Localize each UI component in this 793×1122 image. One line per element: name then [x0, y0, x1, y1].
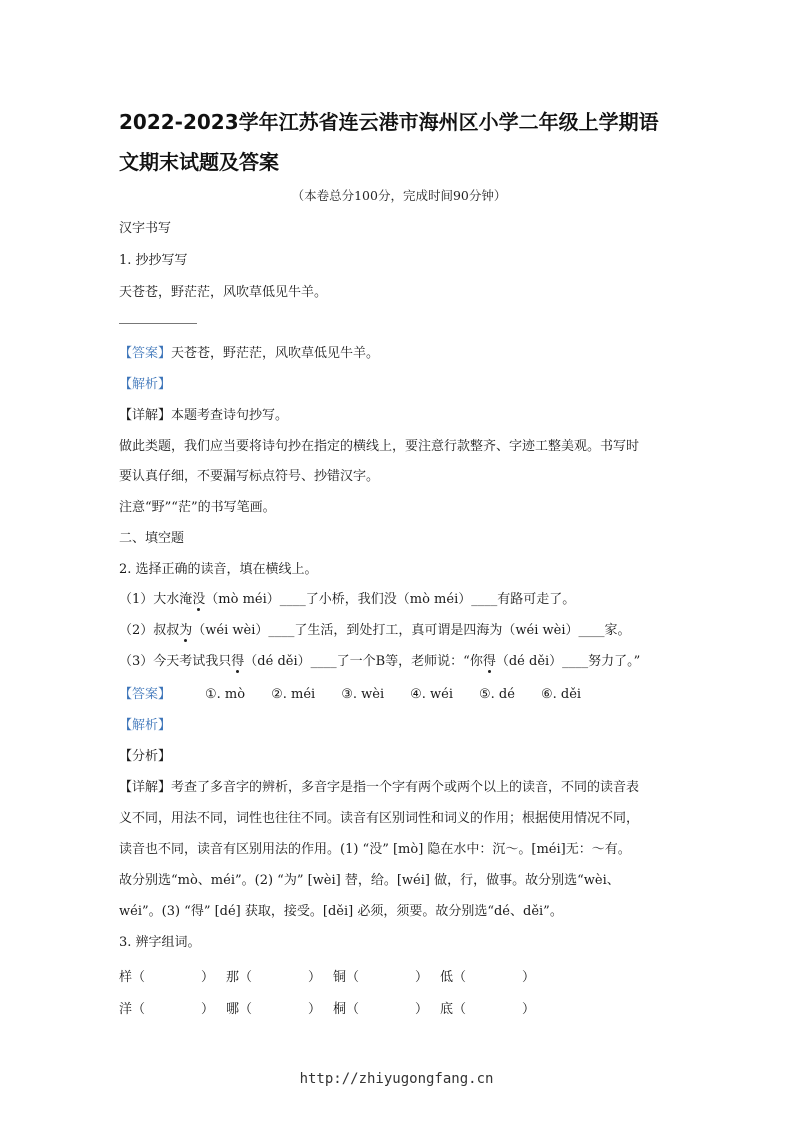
answer-text: 天苍苍，野茫茫，风吹草低见牛羊。 [171, 346, 380, 361]
doc-title-line-2: 文期末试题及答案 [119, 150, 279, 174]
sentence-text: （dé děi）____了一个B等，老师说：“你 [244, 654, 483, 669]
paren-close: ） [522, 1002, 536, 1017]
word-group-cell [119, 966, 226, 985]
question-2-detail-3: 读音也不同，读音有区别用法的作用。(1) “没” [mò] 隐在水中：沉～。[méi]无：～有。 [119, 842, 631, 857]
answer-tag: 【答案】 [119, 346, 172, 361]
char-label: 洋（ [119, 1002, 146, 1017]
char-label: 铜（ [333, 970, 360, 985]
question-1-para-1: 做此类题，我们应当要将诗句抄在指定的横线上，要注意行款整齐、字迹工整美观。书写时 [119, 439, 640, 454]
question-1-para-2: 要认真仔细，不要漏写标点符号、抄错汉字。 [119, 469, 380, 484]
question-2-detail-1 [119, 779, 699, 797]
word-group-cell [226, 998, 333, 1017]
question-1-text: 天苍苍，野茫茫，风吹草低见牛羊。 [119, 285, 328, 300]
answer-tag: 【答案】 [119, 687, 172, 702]
question-2-detail-5: wéi”。(3) “得” [dé] 获取，接受。[děi] 必须，须要。故分别选“dé、děi”。 [119, 904, 563, 919]
question-2-analysis-tag: 【解析】 [119, 718, 172, 733]
question-2-answer [119, 686, 699, 704]
answer-item: ⑤. dé [479, 687, 515, 702]
word-group-cell [440, 966, 547, 985]
question-1-answer [119, 345, 699, 363]
paren-close: ） [308, 1002, 322, 1017]
word-group-cell [226, 966, 333, 985]
section-heading-writing: 汉字书写 [119, 221, 172, 236]
question-2-fenxi-tag: 【分析】 [119, 749, 172, 764]
answer-divider [119, 323, 197, 324]
answer-item: ④. wéi [410, 687, 454, 702]
answer-item: ③. wèi [341, 687, 385, 702]
question-1-label: 1. 抄抄写写 [119, 253, 188, 268]
emphasis-char: 得 [231, 654, 245, 669]
question-1-note: 注意“野”“茫”的书写笔画。 [119, 500, 276, 515]
question-2-sentence-1 [119, 591, 699, 609]
word-group-cell [333, 998, 440, 1017]
paren-close: ） [415, 970, 429, 985]
question-3-label: 3. 辨字组词。 [119, 935, 201, 950]
emphasis-char: 得 [482, 654, 496, 669]
question-2-sentence-2 [119, 622, 699, 640]
paren-close: ） [308, 970, 322, 985]
question-2-detail-2: 义不同，用法不同，词性也往往不同。读音有区别词性和词义的作用；根据使用情况不同， [119, 811, 640, 826]
char-label: 哪（ [226, 1002, 253, 1017]
answer-item: ⑥. děi [540, 687, 582, 702]
question-2-sentence-3 [119, 653, 699, 671]
paren-close: ） [201, 1002, 215, 1017]
question-2-detail-4: 故分别选“mò、méi”。(2) “为” [wèi] 替，给。[wéi] 做，行，做事。故分别选“wèi、 [119, 873, 620, 888]
question-1-analysis-tag: 【解析】 [119, 377, 172, 392]
char-label: 低（ [440, 970, 467, 985]
paren-close: ） [522, 970, 536, 985]
sentence-text: （dé děi）____努力了。” [495, 654, 641, 669]
char-label: 底（ [440, 1002, 467, 1017]
question-1-detail [119, 407, 699, 425]
paren-close: ） [201, 970, 215, 985]
sentence-text: （mò méi）____了小桥，我们没（mò méi）____有路可走了。 [205, 592, 576, 607]
emphasis-char: 没 [192, 592, 206, 607]
char-label: 那（ [226, 970, 253, 985]
word-group-cell [440, 998, 547, 1017]
word-group-row-1 [119, 966, 547, 985]
paren-close: ） [415, 1002, 429, 1017]
char-label: 样（ [119, 970, 146, 985]
word-group-cell [333, 966, 440, 985]
doc-subtitle: （本卷总分100分，完成时间90分钟） [291, 188, 507, 203]
sentence-text: （1）大水淹 [119, 592, 193, 607]
emphasis-char: 为 [179, 623, 193, 638]
section-heading-fill-blank: 二、填空题 [119, 531, 185, 546]
footer-url[interactable]: http://zhiyugongfang.cn [299, 1071, 494, 1087]
question-2-label: 2. 选择正确的读音，填在横线上。 [119, 562, 318, 577]
detail-tag: 【详解】 [119, 408, 172, 423]
doc-title-line-1: 2022-2023学年江苏省连云港市海州区小学二年级上学期语 [119, 110, 659, 134]
sentence-text: （3）今天考试我只 [119, 654, 232, 669]
answer-item: ①. mò [205, 687, 246, 702]
detail-text: 本题考查诗句抄写。 [171, 408, 289, 423]
char-label: 桐（ [333, 1002, 360, 1017]
sentence-text: （2）叔叔 [119, 623, 180, 638]
word-group-cell [119, 998, 226, 1017]
detail-text: 考查了多音字的辨析，多音字是指一个字有两个或两个以上的读音，不同的读音表 [171, 780, 640, 795]
answer-item: ②. méi [271, 687, 316, 702]
detail-tag: 【详解】 [119, 780, 172, 795]
sentence-text: （wéi wèi）____了生活，到处打工，真可谓是四海为（wéi wèi）____家。 [192, 623, 631, 638]
word-group-row-2 [119, 998, 547, 1017]
